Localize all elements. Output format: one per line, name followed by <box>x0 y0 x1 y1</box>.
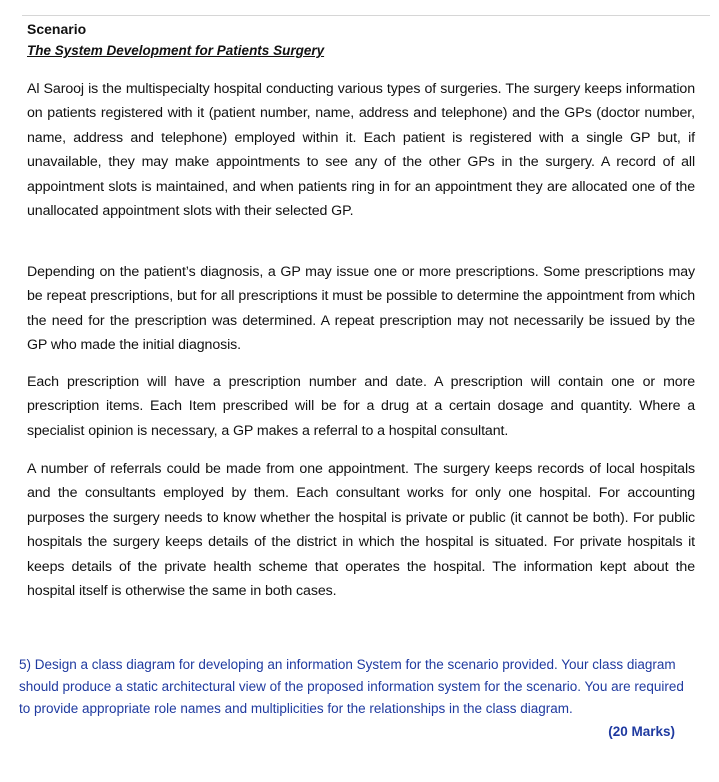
question-block <box>19 654 695 720</box>
question-text: 5) Design a class diagram for developing an information System for the scenario provided. Your class diagram should produce a static architectural view of the proposed information system for the scenario. You are required to provide appropriate role names and multiplicities for the relationships in the class diagram. <box>19 657 684 716</box>
section-heading: Scenario <box>27 21 87 37</box>
marks-label: (20 Marks) <box>608 724 675 739</box>
paragraph-patients-gps: Al Sarooj is the multispecialty hospital conducting various types of surgeries. The surgery keeps information on patients registered with it (patient number, name, address and telephone) and the GPs (doctor number, name, address and telephone) employed within it. Each patient is registered with a single GP but, if unavailable, they may make appointments to see any of the other GPs in the surgery. A record of all appointment slots is maintained, and when patients ring in for an appointment they are allocated one of the unallocated appointment slots with their selected GP. <box>27 81 695 220</box>
paragraph-prescriptions: Depending on the patient’s diagnosis, a GP may issue one or more prescriptions. Some prescriptions may be repeat prescriptions, but for all prescriptions it must be possible to determine the appointment from which the need for the prescription was determined. A repeat prescription may not necessarily be issued by the GP who made the initial diagnosis. <box>27 264 695 354</box>
document-title: The System Development for Patients Surgery <box>27 43 325 58</box>
top-divider <box>22 15 710 16</box>
paragraph-prescription-items: Each prescription will have a prescription number and date. A prescription will contain one or more prescription items. Each Item prescribed will be for a drug at a certain dosage and quantity. Where a specialist opinion is necessary, a GP makes a referral to a hospital consultant. <box>27 374 695 439</box>
paragraph-referrals-hospitals: A number of referrals could be made from one appointment. The surgery keeps records of local hospitals and the consultants employed by them. Each consultant works for only one hospital. For accounting purposes the surgery needs to know whether the hospital is private or public (it cannot be both). For public hospitals the surgery keeps details of the district in which the hospital is situated. For private hospitals it keeps details of the private health scheme that operates the hospital. The information kept about the hospital itself is otherwise the same in both cases. <box>27 461 695 600</box>
